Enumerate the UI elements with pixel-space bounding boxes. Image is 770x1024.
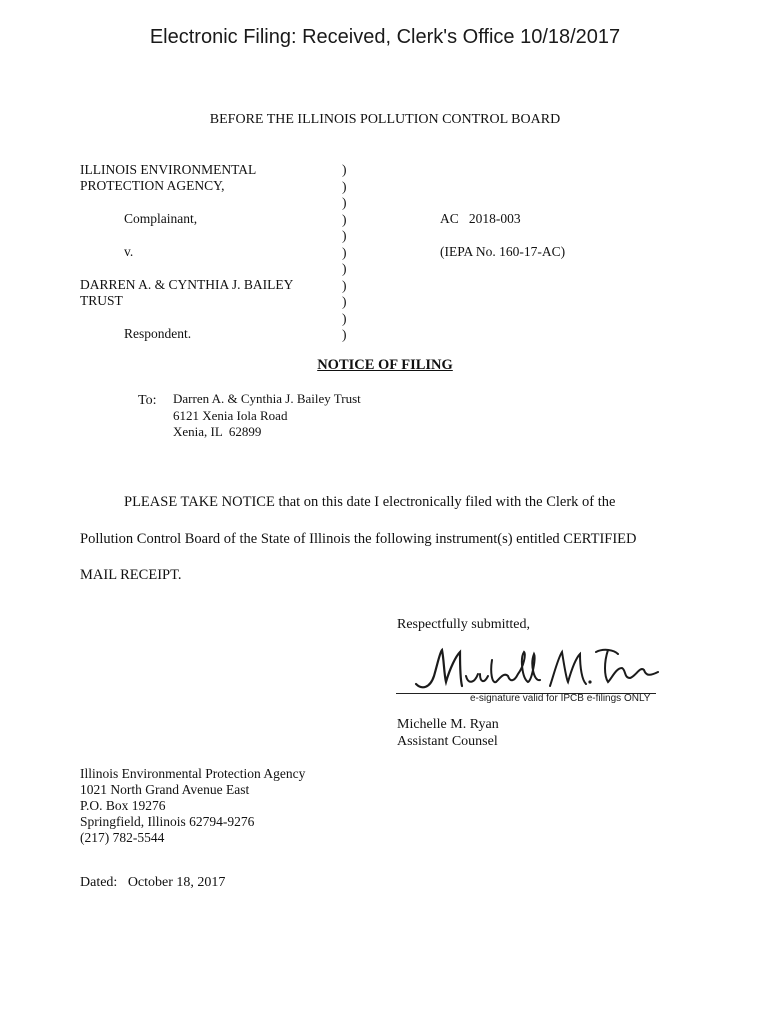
recipient-line2: 6121 Xenia Iola Road <box>173 407 288 423</box>
handwritten-signature <box>400 638 670 698</box>
body-line1: PLEASE TAKE NOTICE that on this date I electronically filed with the Clerk of the <box>124 494 616 510</box>
iepa-number: (IEPA No. 160-17-AC) <box>440 244 566 259</box>
respondent-name-line2: TRUST <box>80 293 123 308</box>
body-line3: MAIL RECEIPT. <box>80 567 182 583</box>
signer-name: Michelle M. Ryan <box>397 717 499 732</box>
caption-parentheses: ) ) ) ) ) ) ) ) ) ) ) <box>342 162 347 342</box>
agency-line5: (217) 782-5544 <box>80 830 165 845</box>
board-heading: BEFORE THE ILLINOIS POLLUTION CONTROL BOARD <box>209 112 561 127</box>
signer-block <box>397 716 499 750</box>
notice-title: NOTICE OF FILING <box>317 357 453 373</box>
closing: Respectfully submitted, <box>397 617 530 632</box>
dated-line: Dated: October 18, 2017 <box>80 875 226 890</box>
complainant-role: Complainant, <box>124 211 198 226</box>
respondent-name-line1: DARREN A. & CYNTHIA J. BAILEY <box>80 277 294 292</box>
respondent-role: Respondent. <box>124 326 192 341</box>
versus: v. <box>124 244 134 259</box>
agency-line1: Illinois Environmental Protection Agency <box>80 766 306 781</box>
electronic-filing-stamp: Electronic Filing: Received, Clerk's Office 10/18/2017 <box>149 26 621 48</box>
e-signature-note: e-signature valid for IPCB e-filings ONLY <box>470 693 651 704</box>
body-line2: Pollution Control Board of the State of Illinois the following instrument(s) entitled CERTIFIED <box>80 531 637 547</box>
recipient-line1: Darren A. & Cynthia J. Bailey Trust <box>173 391 361 406</box>
recipient-address <box>173 391 361 441</box>
agency-line3: P.O. Box 19276 <box>80 798 166 813</box>
signer-title: Assistant Counsel <box>397 734 498 749</box>
complainant-name-line1: ILLINOIS ENVIRONMENTAL <box>80 162 257 177</box>
case-number: AC 2018-003 <box>440 211 521 226</box>
recipient-line3: Xenia, IL 62899 <box>173 424 262 439</box>
to-label: To: <box>138 393 157 408</box>
complainant-name-line2: PROTECTION AGENCY, <box>80 178 225 193</box>
agency-line4: Springfield, Illinois 62794-9276 <box>80 814 255 829</box>
agency-line2: 1021 North Grand Avenue East <box>80 782 250 797</box>
agency-address <box>80 766 305 846</box>
